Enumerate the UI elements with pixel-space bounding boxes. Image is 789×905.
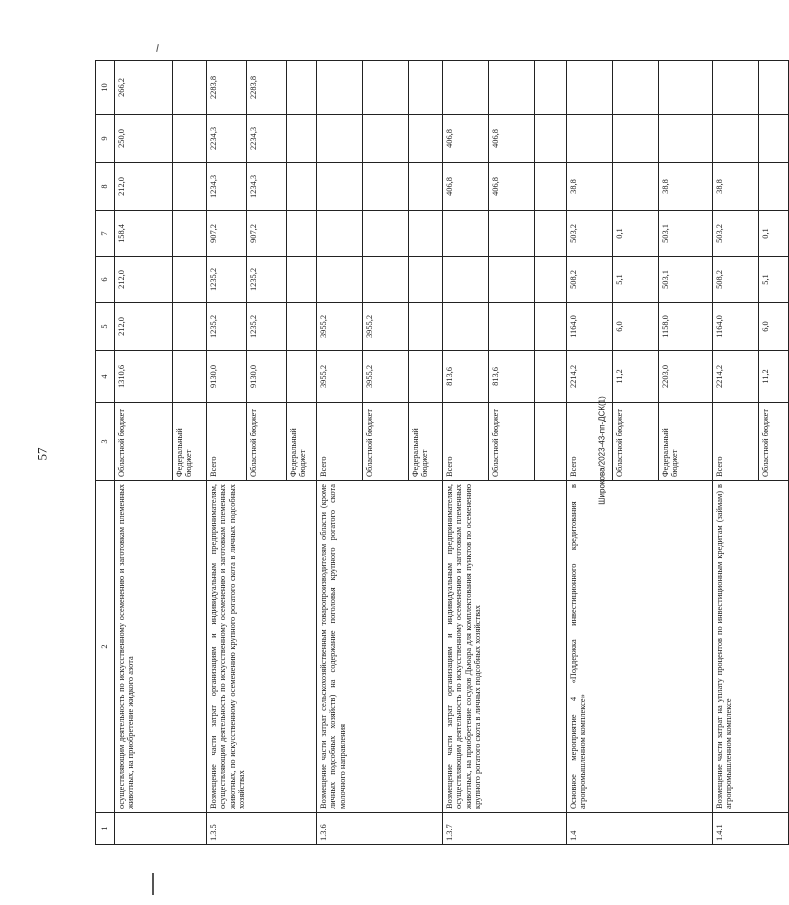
amount-cell: 406,8 — [443, 115, 489, 163]
amount-cell — [363, 211, 409, 257]
amount-cell: 813,6 — [443, 351, 489, 403]
header-col-10: 10 — [96, 61, 115, 115]
funding-source: Федеральный бюджет — [287, 403, 317, 481]
funding-source: Федеральный бюджет — [659, 403, 713, 481]
amount-cell: 0,1 — [613, 211, 659, 257]
amount-cell — [317, 61, 363, 115]
amount-cell: 503,1 — [659, 211, 713, 257]
amount-cell — [443, 61, 489, 115]
amount-cell — [409, 303, 443, 351]
amount-cell — [613, 163, 659, 211]
amount-cell: 2214,2 — [567, 351, 613, 403]
amount-cell — [613, 61, 659, 115]
amount-cell — [535, 115, 567, 163]
amount-cell — [287, 115, 317, 163]
page-number: 57 — [34, 447, 50, 461]
amount-cell — [317, 115, 363, 163]
amount-cell — [409, 211, 443, 257]
amount-cell — [613, 115, 659, 163]
amount-cell: 38,8 — [659, 163, 713, 211]
amount-cell: 2234,3 — [207, 115, 247, 163]
amount-cell: 1235,2 — [207, 303, 247, 351]
amount-cell — [489, 211, 535, 257]
amount-cell: 1235,2 — [247, 257, 287, 303]
amount-cell: 503,1 — [659, 257, 713, 303]
amount-cell: 2214,2 — [713, 351, 759, 403]
document-footer-code: Широкова/2023-43-пп-ДСК(1) — [597, 396, 607, 505]
amount-cell: 2203,0 — [659, 351, 713, 403]
amount-cell: 266,2 — [115, 61, 173, 115]
amount-cell: 11,2 — [613, 351, 659, 403]
amount-cell: 38,8 — [567, 163, 613, 211]
amount-cell — [317, 211, 363, 257]
amount-cell — [173, 61, 207, 115]
amount-cell — [759, 163, 789, 211]
funding-source — [535, 403, 567, 481]
amount-cell — [713, 61, 759, 115]
funding-source: Областной бюджет — [759, 403, 789, 481]
amount-cell: 3955,2 — [363, 303, 409, 351]
amount-cell — [287, 163, 317, 211]
amount-cell — [287, 211, 317, 257]
amount-cell — [659, 61, 713, 115]
amount-cell — [287, 257, 317, 303]
table-header — [96, 61, 115, 845]
row-code — [115, 813, 207, 845]
amount-cell: 907,2 — [207, 211, 247, 257]
amount-cell — [409, 61, 443, 115]
funding-source: Всего — [443, 403, 489, 481]
row-description: осуществляющим деятельность по искусственному осеменению и заготовкам племенных животных, на приобретение жидкого азота — [115, 481, 207, 813]
amount-cell: 6,0 — [759, 303, 789, 351]
amount-cell: 3955,2 — [317, 351, 363, 403]
amount-cell — [443, 257, 489, 303]
amount-cell: 212,0 — [115, 303, 173, 351]
amount-cell — [489, 303, 535, 351]
amount-cell: 1158,0 — [659, 303, 713, 351]
table-row — [713, 61, 759, 845]
amount-cell: 9130,0 — [207, 351, 247, 403]
amount-cell: 250,0 — [115, 115, 173, 163]
amount-cell — [173, 211, 207, 257]
amount-cell: 5,1 — [613, 257, 659, 303]
amount-cell — [363, 257, 409, 303]
funding-source: Федеральный бюджет — [173, 403, 207, 481]
amount-cell — [409, 163, 443, 211]
amount-cell: 3955,2 — [317, 303, 363, 351]
row-code: 1.3.7 — [443, 813, 567, 845]
amount-cell: 6,0 — [613, 303, 659, 351]
amount-cell: 2283,8 — [207, 61, 247, 115]
amount-cell — [409, 115, 443, 163]
funding-source: Всего — [713, 403, 759, 481]
header-col-5: 5 — [96, 303, 115, 351]
amount-cell: 212,0 — [115, 257, 173, 303]
amount-cell — [287, 303, 317, 351]
amount-cell — [173, 115, 207, 163]
amount-cell: 2234,3 — [247, 115, 287, 163]
amount-cell — [567, 115, 613, 163]
amount-cell — [535, 61, 567, 115]
amount-cell — [535, 211, 567, 257]
amount-cell — [659, 115, 713, 163]
scan-mark-top — [156, 44, 159, 52]
table-body — [115, 61, 789, 845]
row-description: Возмещение части затрат сельскохозяйственным товаропроизводителям области (кроме личных подсобных хозяйств) на содержание поголовья крупного рогатого скота молочного направления — [317, 481, 443, 813]
amount-cell — [173, 163, 207, 211]
funding-source: Областной бюджет — [247, 403, 287, 481]
funding-source: Всего — [567, 403, 613, 481]
header-col-7: 7 — [96, 211, 115, 257]
amount-cell — [535, 163, 567, 211]
amount-cell — [489, 61, 535, 115]
funding-source: Областной бюджет — [115, 403, 173, 481]
amount-cell: 1234,3 — [207, 163, 247, 211]
amount-cell: 158,4 — [115, 211, 173, 257]
budget-table — [95, 60, 789, 845]
row-code: 1.3.5 — [207, 813, 317, 845]
amount-cell: 0,1 — [759, 211, 789, 257]
amount-cell: 2283,8 — [247, 61, 287, 115]
budget-table-rotated — [95, 61, 770, 845]
amount-cell — [409, 257, 443, 303]
row-description: Возмещение части затрат организациям и индивидуальным предпринимателям, осуществляющим деятельность по искусственному осеменению и заготовкам племенных животных, на приобретение сосудов Дьюара для комплектования пунктов по осеменению крупного рогатого скота в личных подсобных хозяйствах — [443, 481, 567, 813]
amount-cell — [363, 163, 409, 211]
amount-cell: 1235,2 — [247, 303, 287, 351]
funding-source: Всего — [317, 403, 363, 481]
header-col-3: 3 — [96, 403, 115, 481]
amount-cell: 3955,2 — [363, 351, 409, 403]
amount-cell — [173, 257, 207, 303]
funding-source: Федеральный бюджет — [409, 403, 443, 481]
amount-cell — [489, 257, 535, 303]
amount-cell: 406,8 — [443, 163, 489, 211]
scan-mark-left — [152, 873, 154, 895]
header-col-2: 2 — [96, 481, 115, 813]
amount-cell: 406,8 — [489, 115, 535, 163]
amount-cell: 406,8 — [489, 163, 535, 211]
amount-cell — [317, 257, 363, 303]
amount-cell — [363, 61, 409, 115]
amount-cell — [443, 211, 489, 257]
table-row — [317, 61, 363, 845]
amount-cell — [535, 257, 567, 303]
amount-cell — [567, 61, 613, 115]
header-col-9: 9 — [96, 115, 115, 163]
amount-cell — [759, 115, 789, 163]
header-row — [96, 61, 115, 845]
header-col-4: 4 — [96, 351, 115, 403]
amount-cell: 503,2 — [713, 211, 759, 257]
table-row — [207, 61, 247, 845]
funding-source: Всего — [207, 403, 247, 481]
amount-cell — [535, 303, 567, 351]
amount-cell: 11,2 — [759, 351, 789, 403]
row-description: Возмещение части затрат на уплату процентов по инвестиционным кредитам (займам) в агропромышленном комплексе — [713, 481, 789, 813]
table-row — [443, 61, 489, 845]
row-code: 1.3.6 — [317, 813, 443, 845]
row-code: 1.4 — [567, 813, 713, 845]
amount-cell — [535, 351, 567, 403]
amount-cell: 813,6 — [489, 351, 535, 403]
amount-cell — [287, 61, 317, 115]
row-description: Основное мероприятие 4 «Поддержка инвестиционного кредитования в агропромышленном комплексе» — [567, 481, 713, 813]
amount-cell: 1164,0 — [713, 303, 759, 351]
amount-cell: 907,2 — [247, 211, 287, 257]
funding-source: Областной бюджет — [363, 403, 409, 481]
table-row — [115, 61, 173, 845]
amount-cell — [317, 163, 363, 211]
amount-cell — [363, 115, 409, 163]
amount-cell: 38,8 — [713, 163, 759, 211]
amount-cell — [713, 115, 759, 163]
amount-cell — [173, 303, 207, 351]
amount-cell: 1310,6 — [115, 351, 173, 403]
amount-cell — [173, 351, 207, 403]
header-col-1: 1 — [96, 813, 115, 845]
amount-cell: 508,2 — [713, 257, 759, 303]
header-col-6: 6 — [96, 257, 115, 303]
amount-cell — [443, 303, 489, 351]
header-col-8: 8 — [96, 163, 115, 211]
funding-source: Областной бюджет — [613, 403, 659, 481]
amount-cell — [759, 61, 789, 115]
amount-cell — [287, 351, 317, 403]
amount-cell: 1234,3 — [247, 163, 287, 211]
amount-cell: 503,2 — [567, 211, 613, 257]
amount-cell: 9130,0 — [247, 351, 287, 403]
amount-cell: 212,0 — [115, 163, 173, 211]
amount-cell — [409, 351, 443, 403]
amount-cell: 5,1 — [759, 257, 789, 303]
funding-source: Областной бюджет — [489, 403, 535, 481]
amount-cell: 1235,2 — [207, 257, 247, 303]
row-description: Возмещение части затрат организациям и индивидуальным предпринимателям, осуществляющим деятельность по искусственному осеменению и заготовкам племенных животных, по искусственному осеменению крупного рогатого скота в личных подсобных хозяйствах — [207, 481, 317, 813]
amount-cell: 508,2 — [567, 257, 613, 303]
row-code: 1.4.1 — [713, 813, 789, 845]
amount-cell: 1164,0 — [567, 303, 613, 351]
